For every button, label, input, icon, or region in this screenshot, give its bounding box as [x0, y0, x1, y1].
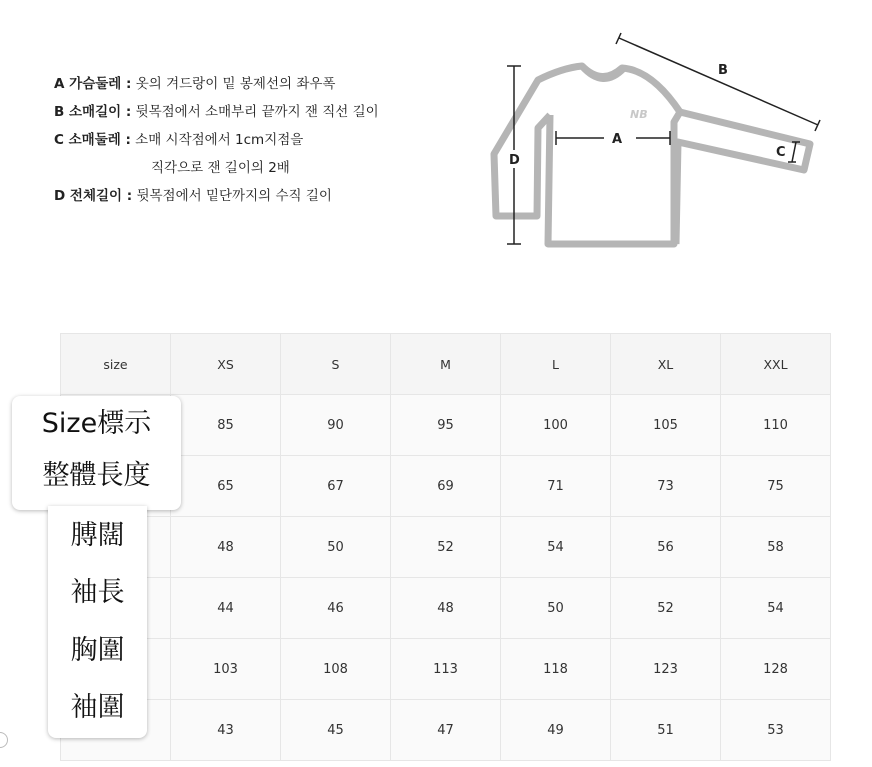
legend-key: C 소매둘레 : [54, 132, 131, 148]
table-cell: 103 [171, 639, 281, 700]
legend-text: 뒷목점에서 소매부리 끝까지 잰 직선 길이 [135, 104, 379, 120]
table-cell: 54 [501, 517, 611, 578]
table-cell: 85 [171, 395, 281, 456]
table-cell: 44 [171, 578, 281, 639]
label-d: D [509, 153, 520, 168]
legend-item-d [54, 182, 379, 210]
legend-item-b [54, 98, 379, 126]
table-row [61, 639, 831, 700]
table-cell: 48 [391, 578, 501, 639]
legend-key: B 소매길이 : [54, 104, 132, 120]
legend-key: D 전체길이 : [54, 188, 133, 204]
header-cell: size [61, 334, 171, 395]
overlay-label: 袖圍 [70, 692, 125, 723]
overlay-label: 整體長度 [42, 460, 151, 491]
corner-circle-icon [0, 732, 8, 748]
chinese-label-overlay-top [12, 396, 181, 510]
garment-diagram [482, 28, 832, 258]
table-cell: 56 [611, 517, 721, 578]
legend-text: 직각으로 잰 길이의 2배 [151, 160, 290, 176]
legend-item-c [54, 126, 379, 154]
table-cell: 90 [281, 395, 391, 456]
table-row [61, 578, 831, 639]
overlay-label: 膊闊 [70, 520, 125, 551]
overlay-label: Size標示 [41, 408, 152, 439]
table-cell: 110 [721, 395, 831, 456]
legend-text: 소매 시작점에서 1cm지점을 [135, 132, 304, 148]
table-cell: 50 [281, 517, 391, 578]
table-row [61, 517, 831, 578]
table-cell: 123 [611, 639, 721, 700]
table-cell: 49 [501, 700, 611, 761]
table-cell: 67 [281, 456, 391, 517]
table-cell: 95 [391, 395, 501, 456]
label-b: B [718, 63, 728, 78]
table-cell: 128 [721, 639, 831, 700]
logo-text: NB [630, 108, 648, 121]
table-cell: 65 [171, 456, 281, 517]
table-header-row [61, 334, 831, 395]
table-cell: 43 [171, 700, 281, 761]
measure-c [788, 142, 800, 162]
table-cell: 47 [391, 700, 501, 761]
header-cell: L [501, 334, 611, 395]
nb-logo [630, 108, 648, 121]
table-cell: 75 [721, 456, 831, 517]
table-cell: 52 [611, 578, 721, 639]
legend-item-c-continued [54, 154, 379, 182]
table-cell: 54 [721, 578, 831, 639]
label-c: C [776, 145, 786, 160]
table-cell: 48 [171, 517, 281, 578]
table-cell: 51 [611, 700, 721, 761]
table-cell: 52 [391, 517, 501, 578]
table-cell: 100 [501, 395, 611, 456]
header-cell: M [391, 334, 501, 395]
table-cell: 46 [281, 578, 391, 639]
header-cell: XL [611, 334, 721, 395]
table-cell: 50 [501, 578, 611, 639]
legend-key: A 가슴둘레 : [54, 76, 132, 92]
chinese-label-overlay-bottom [48, 506, 147, 738]
table-cell: 58 [721, 517, 831, 578]
table-cell: 113 [391, 639, 501, 700]
table-cell: 108 [281, 639, 391, 700]
table-row [61, 700, 831, 761]
overlay-label: 胸圍 [70, 635, 125, 666]
table-cell: 105 [611, 395, 721, 456]
table-cell: 118 [501, 639, 611, 700]
overlay-label: 袖長 [70, 577, 125, 608]
header-cell: S [281, 334, 391, 395]
legend-text: 옷의 겨드랑이 밑 봉제선의 좌우폭 [135, 76, 336, 92]
header-cell: XS [171, 334, 281, 395]
table-cell: 71 [501, 456, 611, 517]
legend-text: 뒷목점에서 밑단까지의 수직 길이 [136, 188, 332, 204]
label-a: A [612, 132, 623, 147]
legend-item-a [54, 70, 379, 98]
table-cell: 45 [281, 700, 391, 761]
sweatshirt-outline [494, 66, 810, 244]
header-cell: XXL [721, 334, 831, 395]
measurement-legend [54, 70, 379, 210]
table-cell: 69 [391, 456, 501, 517]
table-cell: 53 [721, 700, 831, 761]
table-cell: 73 [611, 456, 721, 517]
